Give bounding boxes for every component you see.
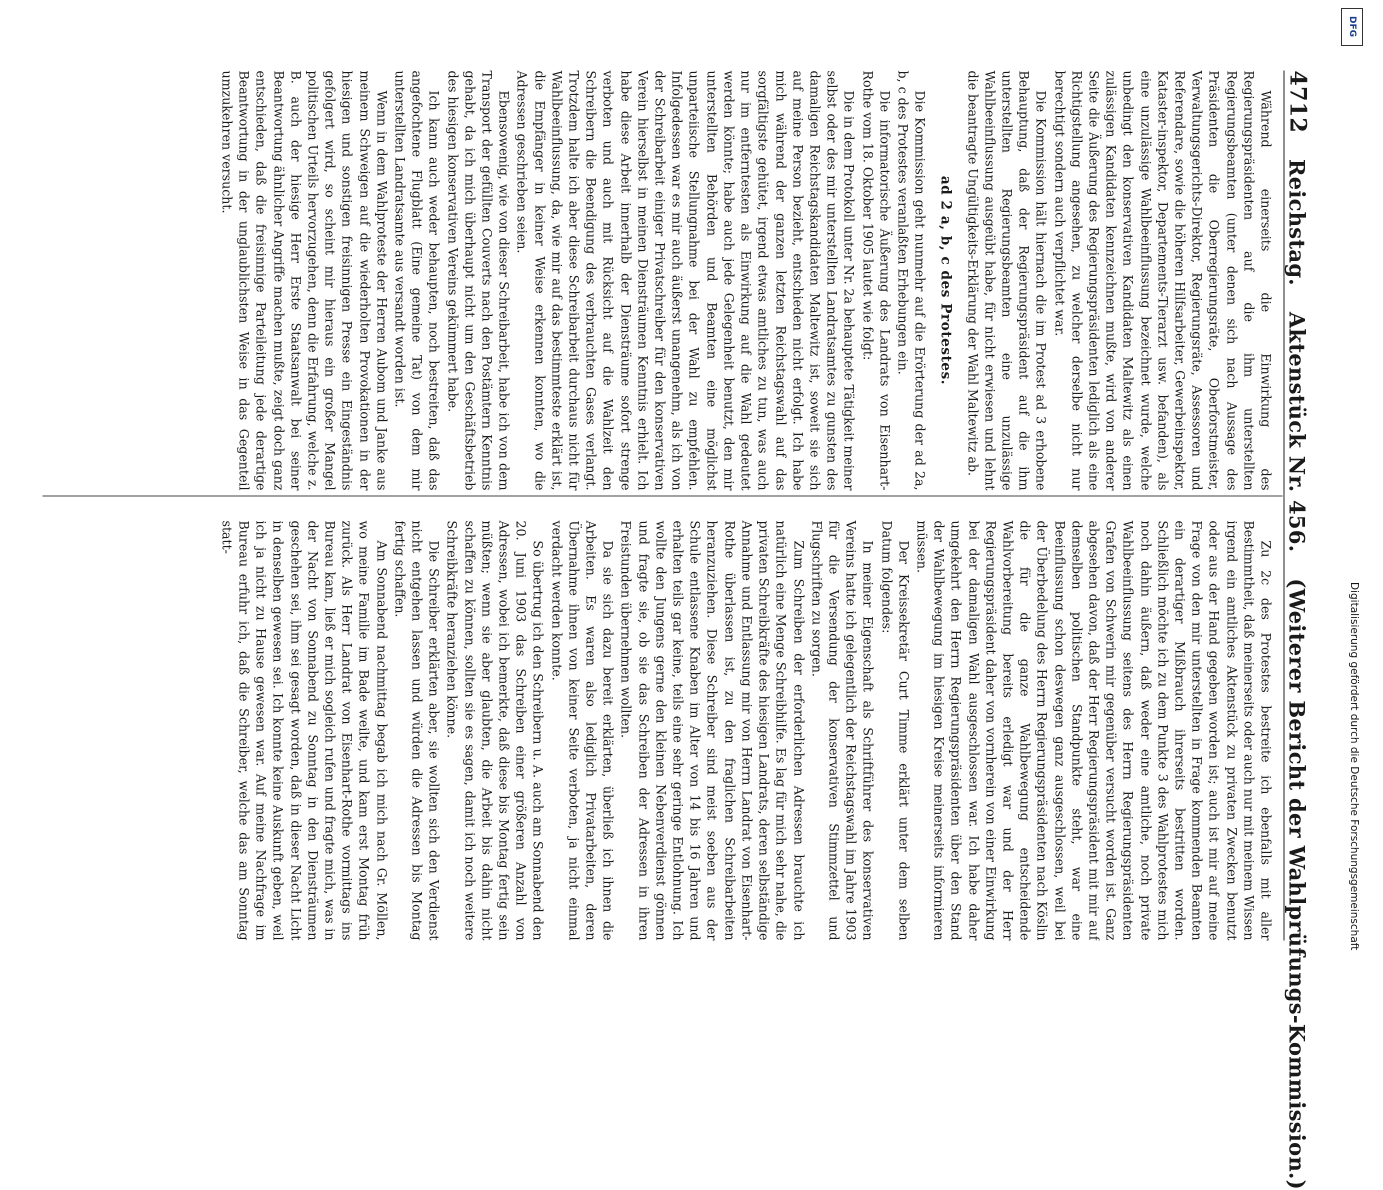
paragraph: Wenn in dem Wahlproteste der Herren Aubom und Janke aus meinem Schweigen auf die wiederholten Provokationen in der hiesigen und sonstigen freisinnigen Presse ein Eingeständnis gefolgert wird, so scheint mir hieraus ein großer Mangel politischen Urteils hervorzugehen, denn die Erfahrung, welche z. B. auch der hiesige Herr Erste Staatsanwalt bei seiner Beantwortung ähnlicher Angriffe machen mußte, zeigt doch ganz entschieden, daß die freisinnige Parteileitung jede derartige Beantwortung in der unglaublichsten Weise in das Gegenteil umzukehren versucht. [219,70,390,491]
header-publisher: Reichstag. [1284,158,1310,286]
paragraph: Der Kreissekretär Curt Timme erklärt unter dem selben Datum folgendes: [879,520,912,941]
dfg-logo-text: DFG [1347,16,1357,38]
paragraph: Die Kommission hält hiernach die im Protest ad 3 erhobene Behauptung, daß der Regierungspräsident auf die ihm unterstellten Regierungsbeamten eine unzulässige Wahlbeeinflussung ausgeübt habe, für nicht erwiesen und lehnt die beantragte Ungültigkeits-Erklärung der Wahl Maltewitz ab. [965,70,1049,491]
paragraph: Die in dem Protokoll unter Nr. 2a behauptete Tätigkeit meiner selbst oder des mir unterstellten Landratsamtes zu gunsten des damaligen Reichstagskandidaten Maltewitz ist, soweit sie sich auf meine Person bezieht, entschieden nicht erfolgt. Ich habe mich während der ganzen letzten Reichstagswahl auf das sorgfältigste gehütet, irgend etwas amtliches zu tun, was auch nur im entferntesten als Einwirkung auf die Wahl gedeutet werden könnte; habe auch jede Gelegenheit benutzt, den mir unterstellten Behörden und Beamten eine möglichst unparteiische Stellungnahme bei der Wahl zu empfehlen. Infolgedessen war es mir auch äußerst unangenehm, als ich von der Schreibarbeit einiger Privatschreiber für den konservativen Verein hierselbst in meinen Diensträumen Kenntnis erhielt. Ich habe diese Arbeit innerhalb der Diensträume sofort strenge verboten und auch mit Rücksicht auf die Wahlzeit den Schreibern die Beendigung des verbrauchten Gases verlangt. Trotzdem halte ich aber diese Schreibarbeit durchaus nicht für Wahlbeeinflussung, da, wie mir auf das bestimmteste erklärt ist, die Empfänger in keiner Weise erkennen konnten, wo die Adressen geschrieben seien. [514,70,857,491]
paragraph: Ich kann auch weder behaupten, noch bestreiten, daß das angefochtene Flugblatt (Eine gemeine Tat) von dem mir unterstellten Landratsamte aus versandt worden ist. [392,70,442,491]
paragraph: Zum Schreiben der erforderlichen Adressen brauchte ich natürlich eine Menge Schreibhilfe. Es lag für mich sehr nahe, die privaten Schreibkräfte des hiesigen Landrats, deren selbständige Annahme und Entlassung mir von Herrn Landrat von Eisenhart-Rothe überlassen ist, zu den fraglichen Schreibarbeiten heranzuziehen. Diese Schreiber sind meist soeben aus der Schule entlassene Knaben im Alter von 14 bis 16 Jahren und erhalten teils gar keine, teils eine sehr geringe Entlohnung. Ich wollte den Jungens gerne den kleinen Nebenverdienst gönnen und fragte sie, ob sie das Schreiben der Adressen in ihren Freistunden übernehmen wollten. [618,520,807,941]
header-title: Aktenstück Nr. 456. [1284,311,1310,553]
paragraph: In meiner Eigenschaft als Schriftführer des konservativen Vereins hatte ich gelegentlich der Reichstagswahl im Jahre 1903 für die Versendung der konservativen Stimmzettel und Flugschriften zu sorgen. [809,520,876,941]
paragraph: Zu 2c des Protestes bestreite ich ebenfalls mit aller Bestimmtheit, daß meinerseits oder auch nur mit meinem Wissen irgend ein amtliches Aktenstück zu privaten Zwecken benutzt oder aus der Hand gegeben worden ist; auch ist mir auf meine Frage von den mir unterstellten in Frage kommenden Beamten ein derartiger Mißbrauch ihrerseits bestritten worden. Schließlich möchte ich zu dem Punkte 3 des Wahlprotestes mich noch dahin äußern, daß weder eine amtliche, noch private Wahlbeeinflussung seitens des Herrn Regierungspräsidenten Grafen von Schwerin mir gegenüber versucht worden ist. Ganz abgesehen davon, daß der Herr Regierungspräsident mit mir auf demselben politischen Standpunkte steht, war eine Beeinflussung schon deswegen ganz ausgeschlossen, weil bei der Überbedelung des Herrn Regierungspräsidenten nach Köslin die für die ganze Wahlbewegung entscheidende Wahlvorbereitung bereits erledigt war und der Herr Regierungspräsident daher von vornherein von einer Einwirkung bei der damaligen Wahl ausgeschlossen war. Ich habe daher umgekehrt den Herrn Regierungspräsidenten über den Stand der Wahlbewegung im hiesigen Kreise meinerseits informieren müssen. [914,520,1274,941]
dfg-logo [1341,8,1363,46]
page-number: 4712 [1284,70,1311,133]
paragraph: Da sie sich dazu bereit erklärten, überließ ich ihnen die Arbeiten. Es waren also lediglich Privatarbeiten, deren Übernahme ihnen von keiner Seite verboten, ja nicht einmal verdacht werden konnte. [549,520,616,941]
page-header [1284,70,1325,1190]
section-heading: ad 2 a, b, c des Protestes. [937,175,954,386]
document-page [0,1,1383,1190]
paragraph: Während einerseits die Einwirkung des Regierungspräsidenten auf die ihm unterstellten Regierungsbeamten (unter denen sich nach Aussage des Präsidenten die Oberregierungsräte, Oberforstmeister, Verwaltungsgerichts-Direktor, Regierungsräte, Assessoren und Referendare, sowie die höheren Hilfsarbeiter, Gewerbeinspektor, Kataster-inspektor, Departements-Tierarzt usw. befanden), als eine unzulässige Wahlbeeinflussung bezeichnet wurde, welche unbedingt den konservativen Kandidaten Maltewitz als einen zulässigen Kandidaten kennzeichnen mußte, wird von anderer Seite die Äußerung des Regierungspräsidenten lediglich als eine Richtigstellung angesehen, zu welcher derselbe nicht nur berechtigt sondern auch verpflichtet war. [1052,70,1274,491]
paragraph: Am Sonnabend nachmittag begab ich mich nach Gr. Möllen, wo meine Familie im Bade weilte, und kam erst Montag früh zurück. Als Herr Landrat von Eisenhart-Rothe vormittags ins Bureau kam, ließ er mich sogleich rufen und fragte mich, was in der Nacht von Sonnabend zu Sonntag in den Diensträumen geschehen sei, ihm sei gesagt worden, daß in dieser Nacht Licht in denselben gewesen sei. Ich konnte keine Auskunft geben, weil ich ja nicht zu Hause gewesen war. Auf meine Nachfrage im Bureau erfuhr ich, daß die Schreiber, welche das am Sonntag statt- [219,520,390,941]
column-divider [43,496,1283,497]
paragraph: Die Schreiber erklärten aber, sie wollten sich den Verdienst nicht entgehen lassen und würden die Adressen bis Montag fertig schaffen. [392,520,442,941]
digitization-credit: Digitalisierung gefördert durch die Deutsche Forschungsgemeinschaft [1348,581,1360,950]
paragraph: Ebensowenig, wie von dieser Schreibarbeit, habe ich von dem Transport der gefüllten Couverts nach den Postämtern Kenntnis gehabt, da ich mich überhaupt nicht um den Geschäftsbetrieb des hiesigen konservativen Vereins gekümmert habe. [445,70,512,491]
right-column [45,521,1275,941]
paragraph: So übertrug ich den Schreibern u. A. auch am Sonnabend den 20. Juni 1903 das Schreiben einer größeren Anzahl von Adressen, wobei ich bemerkte, daß diese bis Montag fertig sein müßten; wenn sie aber glaubten, die Arbeit bis dahin nicht schaffen zu können, sollten sie es sagen, damit ich noch weitere Schreibkräfte heranziehen könne. [444,520,546,941]
paragraph: Die informatorische Äußerung des Landrats von Eisenhart-Rothe vom 18. Oktober 1905 lautet wie folgt: [860,70,893,491]
left-column [45,71,1275,491]
paragraph: Die Kommission geht nunmehr auf die Erörterung der ad 2a, b, c des Protestes veranlaßten Erhebungen ein. [895,70,928,491]
header-subtitle: (Weiterer Bericht der Wahlprüfungs-Kommission.) [1284,578,1310,1190]
